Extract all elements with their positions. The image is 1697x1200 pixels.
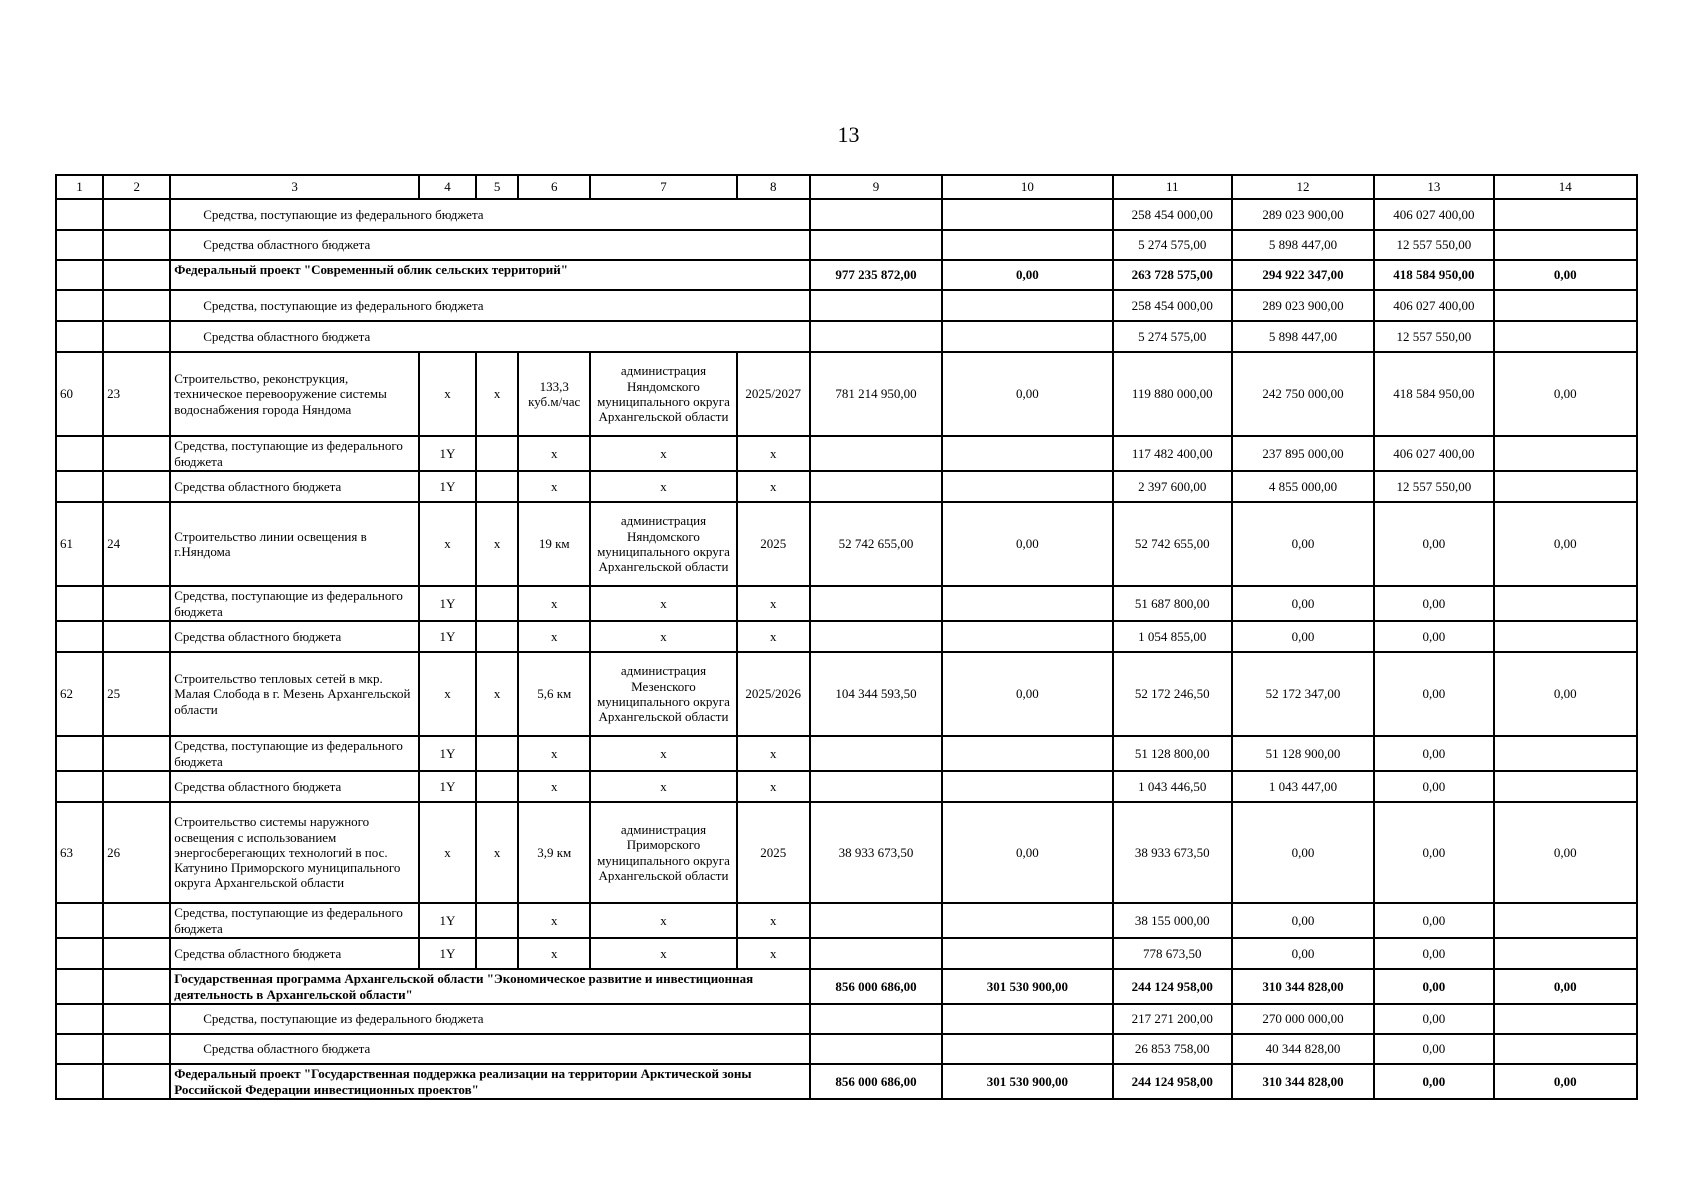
cell-2026: 52 172 347,00 bbox=[1232, 652, 1374, 736]
cell-2025: 263 728 575,00 bbox=[1113, 260, 1232, 290]
col-header: 5 bbox=[476, 175, 518, 199]
cell-2027: 0,00 bbox=[1374, 1004, 1493, 1034]
cell-index: 61 bbox=[56, 502, 103, 586]
object-row bbox=[56, 652, 1637, 736]
cell-capacity: х bbox=[518, 938, 590, 969]
cell-customer: администрация Няндомского муниципального округа Архангельской области bbox=[590, 352, 736, 436]
project-row bbox=[56, 1064, 1637, 1099]
cell-2027: 418 584 950,00 bbox=[1374, 352, 1493, 436]
cell-2025: 51 687 800,00 bbox=[1113, 586, 1232, 621]
cell-after: 0,00 bbox=[1494, 502, 1637, 586]
cell-c4: 1Y bbox=[419, 586, 476, 621]
cell-2025: 217 271 200,00 bbox=[1113, 1004, 1232, 1034]
col-header: 3 bbox=[170, 175, 419, 199]
table-row bbox=[56, 471, 1637, 502]
col-header: 12 bbox=[1232, 175, 1374, 199]
table-row bbox=[56, 436, 1637, 471]
col-header: 6 bbox=[518, 175, 590, 199]
table-row bbox=[56, 903, 1637, 938]
budget-table bbox=[55, 174, 1638, 1100]
cell-c4: х bbox=[419, 502, 476, 586]
row-label: Средства областного бюджета bbox=[170, 938, 419, 969]
cell-2026: 0,00 bbox=[1232, 802, 1374, 903]
program-name: Государственная программа Архангельской области "Экономическое развитие и инвестиционная деятельность в Архангельской области" bbox=[170, 969, 810, 1004]
cell-c4: х bbox=[419, 802, 476, 903]
cell-2027: 0,00 bbox=[1374, 621, 1493, 652]
cell-index: 60 bbox=[56, 352, 103, 436]
cell-total: 977 235 872,00 bbox=[810, 260, 942, 290]
cell-total: 38 933 673,50 bbox=[810, 802, 942, 903]
cell-customer: х bbox=[590, 471, 736, 502]
cell-2027: 406 027 400,00 bbox=[1374, 199, 1493, 230]
cell-c4: 1Y bbox=[419, 938, 476, 969]
cell-capacity: х bbox=[518, 736, 590, 771]
col-header: 10 bbox=[942, 175, 1112, 199]
cell-2025: 5 274 575,00 bbox=[1113, 321, 1232, 352]
row-label: Средства областного бюджета bbox=[170, 471, 419, 502]
cell-2027: 0,00 bbox=[1374, 652, 1493, 736]
col-header: 1 bbox=[56, 175, 103, 199]
cell-total: 104 344 593,50 bbox=[810, 652, 942, 736]
cell-subindex: 25 bbox=[103, 652, 170, 736]
cell-customer: х bbox=[590, 903, 736, 938]
project-name: Федеральный проект "Государственная поддержка реализации на территории Арктической зоны Российской Федерации инвестиционных проектов" bbox=[170, 1064, 810, 1099]
cell-2027: 406 027 400,00 bbox=[1374, 436, 1493, 471]
cell-2025: 38 933 673,50 bbox=[1113, 802, 1232, 903]
cell-2027: 0,00 bbox=[1374, 586, 1493, 621]
cell-prev: 0,00 bbox=[942, 802, 1112, 903]
object-row bbox=[56, 802, 1637, 903]
cell-after: 0,00 bbox=[1494, 352, 1637, 436]
row-label: Средства, поступающие из федерального бюджета bbox=[170, 436, 419, 471]
cell-c4: х bbox=[419, 352, 476, 436]
cell-2026: 40 344 828,00 bbox=[1232, 1034, 1374, 1064]
cell-c5: х bbox=[476, 802, 518, 903]
cell-prev: 0,00 bbox=[942, 502, 1112, 586]
cell-2027: 12 557 550,00 bbox=[1374, 230, 1493, 260]
page-number: 13 bbox=[837, 122, 860, 147]
cell-subindex: 23 bbox=[103, 352, 170, 436]
cell-customer: х bbox=[590, 586, 736, 621]
cell-years: х bbox=[737, 938, 810, 969]
row-label: Средства, поступающие из федерального бюджета bbox=[170, 199, 810, 230]
col-header: 11 bbox=[1113, 175, 1232, 199]
cell-customer: х bbox=[590, 436, 736, 471]
cell-2027: 0,00 bbox=[1374, 502, 1493, 586]
cell-after: 0,00 bbox=[1494, 260, 1637, 290]
cell-2026: 294 922 347,00 bbox=[1232, 260, 1374, 290]
cell-2026: 0,00 bbox=[1232, 586, 1374, 621]
cell-capacity: х bbox=[518, 771, 590, 802]
cell-years: х bbox=[737, 621, 810, 652]
cell-capacity: х bbox=[518, 621, 590, 652]
program-row bbox=[56, 969, 1637, 1004]
table-row bbox=[56, 1004, 1637, 1034]
cell-2026: 5 898 447,00 bbox=[1232, 230, 1374, 260]
row-label: Средства областного бюджета bbox=[170, 621, 419, 652]
cell-2025: 2 397 600,00 bbox=[1113, 471, 1232, 502]
cell-after: 0,00 bbox=[1494, 802, 1637, 903]
cell-c5: х bbox=[476, 352, 518, 436]
cell-2025: 1 054 855,00 bbox=[1113, 621, 1232, 652]
cell-2026: 310 344 828,00 bbox=[1232, 1064, 1374, 1099]
col-header: 14 bbox=[1494, 175, 1637, 199]
cell-2027: 0,00 bbox=[1374, 802, 1493, 903]
cell-customer: х bbox=[590, 771, 736, 802]
cell-capacity: 3,9 км bbox=[518, 802, 590, 903]
cell-2027: 418 584 950,00 bbox=[1374, 260, 1493, 290]
row-label: Средства, поступающие из федерального бюджета bbox=[170, 903, 419, 938]
cell-2027: 0,00 bbox=[1374, 771, 1493, 802]
cell-2026: 51 128 900,00 bbox=[1232, 736, 1374, 771]
cell-2026: 0,00 bbox=[1232, 502, 1374, 586]
col-header: 8 bbox=[737, 175, 810, 199]
col-header: 7 bbox=[590, 175, 736, 199]
cell-total: 856 000 686,00 bbox=[810, 969, 942, 1004]
row-label: Средства, поступающие из федерального бюджета bbox=[170, 586, 419, 621]
cell-customer: администрация Няндомского муниципального округа Архангельской области bbox=[590, 502, 736, 586]
row-label: Средства областного бюджета bbox=[170, 321, 810, 352]
cell-c5: х bbox=[476, 652, 518, 736]
col-header: 13 bbox=[1374, 175, 1493, 199]
cell-2026: 289 023 900,00 bbox=[1232, 199, 1374, 230]
col-header: 4 bbox=[419, 175, 476, 199]
cell-2026: 237 895 000,00 bbox=[1232, 436, 1374, 471]
cell-2025: 52 172 246,50 bbox=[1113, 652, 1232, 736]
cell-2027: 0,00 bbox=[1374, 903, 1493, 938]
cell-2027: 12 557 550,00 bbox=[1374, 471, 1493, 502]
cell-total: 856 000 686,00 bbox=[810, 1064, 942, 1099]
cell-2026: 4 855 000,00 bbox=[1232, 471, 1374, 502]
cell-years: 2025/2026 bbox=[737, 652, 810, 736]
cell-subindex: 24 bbox=[103, 502, 170, 586]
cell-2026: 270 000 000,00 bbox=[1232, 1004, 1374, 1034]
cell-c4: 1Y bbox=[419, 621, 476, 652]
cell-capacity: х bbox=[518, 436, 590, 471]
project-row bbox=[56, 260, 1637, 290]
cell-prev: 301 530 900,00 bbox=[942, 969, 1112, 1004]
cell-c4: х bbox=[419, 652, 476, 736]
cell-capacity: х bbox=[518, 586, 590, 621]
cell-2026: 242 750 000,00 bbox=[1232, 352, 1374, 436]
row-label: Средства, поступающие из федерального бюджета bbox=[170, 290, 810, 321]
cell-2027: 0,00 bbox=[1374, 938, 1493, 969]
cell-years: х bbox=[737, 471, 810, 502]
cell-c4: 1Y bbox=[419, 771, 476, 802]
cell-2025: 117 482 400,00 bbox=[1113, 436, 1232, 471]
cell-c4: 1Y bbox=[419, 903, 476, 938]
cell-total: 52 742 655,00 bbox=[810, 502, 942, 586]
cell-years: х bbox=[737, 586, 810, 621]
table-row bbox=[56, 736, 1637, 771]
cell-2026: 1 043 447,00 bbox=[1232, 771, 1374, 802]
object-name: Строительство линии освещения в г.Няндома bbox=[170, 502, 419, 586]
cell-years: 2025/2027 bbox=[737, 352, 810, 436]
table-row bbox=[56, 771, 1637, 802]
cell-2025: 119 880 000,00 bbox=[1113, 352, 1232, 436]
cell-2027: 0,00 bbox=[1374, 736, 1493, 771]
cell-2027: 0,00 bbox=[1374, 1064, 1493, 1099]
object-name: Строительство системы наружного освещения с использованием энергосберегающих технологий в пос. Катунино Приморского муниципального округа Архангельской области bbox=[170, 802, 419, 903]
cell-years: х bbox=[737, 771, 810, 802]
cell-2025: 244 124 958,00 bbox=[1113, 969, 1232, 1004]
cell-2025: 52 742 655,00 bbox=[1113, 502, 1232, 586]
cell-customer: администрация Мезенского муниципального округа Архангельской области bbox=[590, 652, 736, 736]
col-header: 9 bbox=[810, 175, 942, 199]
cell-2026: 310 344 828,00 bbox=[1232, 969, 1374, 1004]
cell-c4: 1Y bbox=[419, 471, 476, 502]
cell-capacity: х bbox=[518, 471, 590, 502]
cell-c4: 1Y bbox=[419, 736, 476, 771]
table-row bbox=[56, 290, 1637, 321]
object-row bbox=[56, 502, 1637, 586]
row-label: Средства областного бюджета bbox=[170, 1034, 810, 1064]
cell-years: х bbox=[737, 436, 810, 471]
cell-2025: 38 155 000,00 bbox=[1113, 903, 1232, 938]
object-name: Строительство тепловых сетей в мкр. Малая Слобода в г. Мезень Архангельской области bbox=[170, 652, 419, 736]
cell-after: 0,00 bbox=[1494, 969, 1637, 1004]
cell-2026: 0,00 bbox=[1232, 621, 1374, 652]
cell-total: 781 214 950,00 bbox=[810, 352, 942, 436]
cell-after: 0,00 bbox=[1494, 652, 1637, 736]
cell-2025: 1 043 446,50 bbox=[1113, 771, 1232, 802]
cell-2025: 26 853 758,00 bbox=[1113, 1034, 1232, 1064]
object-name: Строительство, реконструкция, техническое перевооружение системы водоснабжения города Няндома bbox=[170, 352, 419, 436]
col-header: 2 bbox=[103, 175, 170, 199]
cell-2026: 5 898 447,00 bbox=[1232, 321, 1374, 352]
cell-customer: х bbox=[590, 736, 736, 771]
table-row bbox=[56, 1034, 1637, 1064]
cell-2026: 0,00 bbox=[1232, 903, 1374, 938]
cell-years: 2025 bbox=[737, 802, 810, 903]
row-label: Средства, поступающие из федерального бюджета bbox=[170, 736, 419, 771]
cell-2025: 258 454 000,00 bbox=[1113, 199, 1232, 230]
cell-2026: 0,00 bbox=[1232, 938, 1374, 969]
cell-2025: 258 454 000,00 bbox=[1113, 290, 1232, 321]
cell-years: х bbox=[737, 736, 810, 771]
cell-c5: х bbox=[476, 502, 518, 586]
cell-2027: 0,00 bbox=[1374, 969, 1493, 1004]
cell-c4: 1Y bbox=[419, 436, 476, 471]
row-label: Средства областного бюджета bbox=[170, 771, 419, 802]
cell-prev: 301 530 900,00 bbox=[942, 1064, 1112, 1099]
table-row bbox=[56, 938, 1637, 969]
cell-after: 0,00 bbox=[1494, 1064, 1637, 1099]
cell-2026: 289 023 900,00 bbox=[1232, 290, 1374, 321]
row-label: Средства областного бюджета bbox=[170, 230, 810, 260]
table-row bbox=[56, 230, 1637, 260]
header-row bbox=[56, 175, 1637, 199]
cell-prev: 0,00 bbox=[942, 260, 1112, 290]
project-name: Федеральный проект "Современный облик сельских территорий" bbox=[170, 260, 810, 290]
cell-customer: администрация Приморского муниципального округа Архангельской области bbox=[590, 802, 736, 903]
cell-2027: 0,00 bbox=[1374, 1034, 1493, 1064]
cell-2025: 778 673,50 bbox=[1113, 938, 1232, 969]
cell-2025: 5 274 575,00 bbox=[1113, 230, 1232, 260]
cell-prev: 0,00 bbox=[942, 652, 1112, 736]
table-row bbox=[56, 199, 1637, 230]
table-row bbox=[56, 621, 1637, 652]
cell-customer: х bbox=[590, 938, 736, 969]
cell-subindex: 26 bbox=[103, 802, 170, 903]
cell-capacity: 5,6 км bbox=[518, 652, 590, 736]
cell-2025: 51 128 800,00 bbox=[1113, 736, 1232, 771]
cell-2025: 244 124 958,00 bbox=[1113, 1064, 1232, 1099]
cell-prev: 0,00 bbox=[942, 352, 1112, 436]
cell-years: 2025 bbox=[737, 502, 810, 586]
cell-2027: 12 557 550,00 bbox=[1374, 321, 1493, 352]
cell-capacity: 133,3 куб.м/час bbox=[518, 352, 590, 436]
cell-customer: х bbox=[590, 621, 736, 652]
table-row bbox=[56, 321, 1637, 352]
object-row bbox=[56, 352, 1637, 436]
cell-index: 63 bbox=[56, 802, 103, 903]
cell-2027: 406 027 400,00 bbox=[1374, 290, 1493, 321]
cell-years: х bbox=[737, 903, 810, 938]
table-row bbox=[56, 586, 1637, 621]
row-label: Средства, поступающие из федерального бюджета bbox=[170, 1004, 810, 1034]
cell-index: 62 bbox=[56, 652, 103, 736]
cell-capacity: х bbox=[518, 903, 590, 938]
cell-capacity: 19 км bbox=[518, 502, 590, 586]
